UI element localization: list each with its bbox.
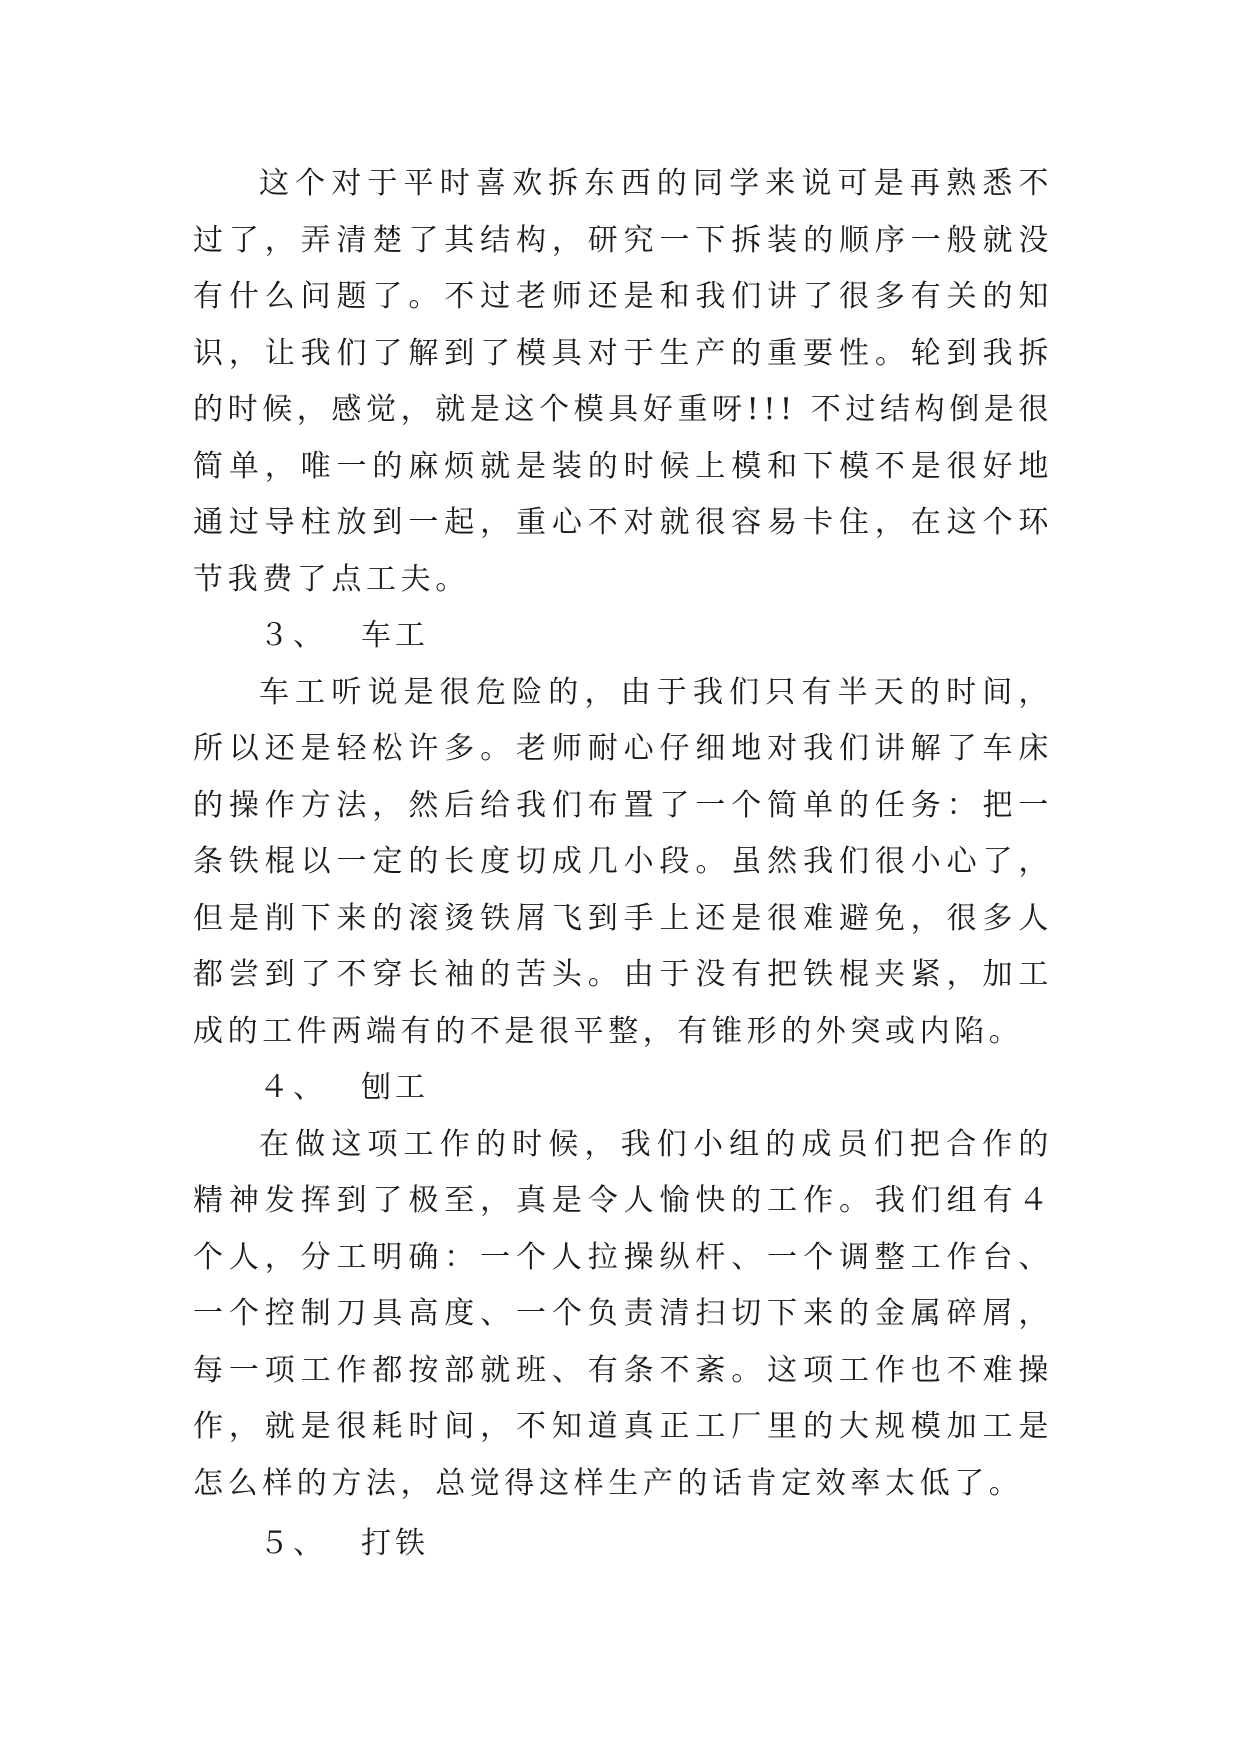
section-title: 打铁 <box>361 1526 429 1561</box>
paragraph-mold-disassembly: 这个对于平时喜欢拆东西的同学来说可是再熟悉不过了，弄清楚了其结构，研究一下拆装的顺序一般就没有什么问题了。不过老师还是和我们讲了很多有关的知识，让我们了解到了模具对于生产的重要性。轮到我拆的时候，感觉，就是这个模具好重呀!!! 不过结构倒是很简单，唯一的麻烦就是装的时候上模和下模不是很好地通过导柱放到一起，重心不对就很容易卡住，在这个环节我费了点工夫。 <box>193 166 1053 597</box>
paragraph-planing: 在做这项工作的时候，我们小组的成员们把合作的精神发挥到了极至，真是令人愉快的工作。我们组有４个人，分工明确：一个人拉操纵杆、一个调整工作台、一个控制刀具高度、一个负责清扫切下来的金属碎屑，每一项工作都按部就班、有条不紊。这项工作也不难操作，就是很耗时间，不知道真正工厂里的大规模加工是怎么样的方法，总觉得这样生产的话肯定效率太低了。 <box>193 1126 1053 1501</box>
section-number: ４、 <box>259 1070 327 1105</box>
section-number: ３、 <box>259 618 327 653</box>
section-title: 车工 <box>361 618 429 653</box>
section-heading-forging <box>193 1516 1053 1573</box>
section-heading-turning <box>193 608 1053 665</box>
document-page <box>193 156 1053 1573</box>
section-number: ５、 <box>259 1526 327 1561</box>
paragraph-turning: 车工听说是很危险的，由于我们只有半天的时间，所以还是轻松许多。老师耐心仔细地对我们讲解了车床的操作方法，然后给我们布置了一个简单的任务：把一条铁棍以一定的长度切成几小段。虽然我们很小心了，但是削下来的滚烫铁屑飞到手上还是很难避免，很多人都尝到了不穿长袖的苦头。由于没有把铁棍夹紧，加工成的工件两端有的不是很平整，有锥形的外突或内陷。 <box>193 674 1053 1049</box>
section-heading-planing <box>193 1060 1053 1117</box>
section-title: 刨工 <box>361 1070 429 1105</box>
